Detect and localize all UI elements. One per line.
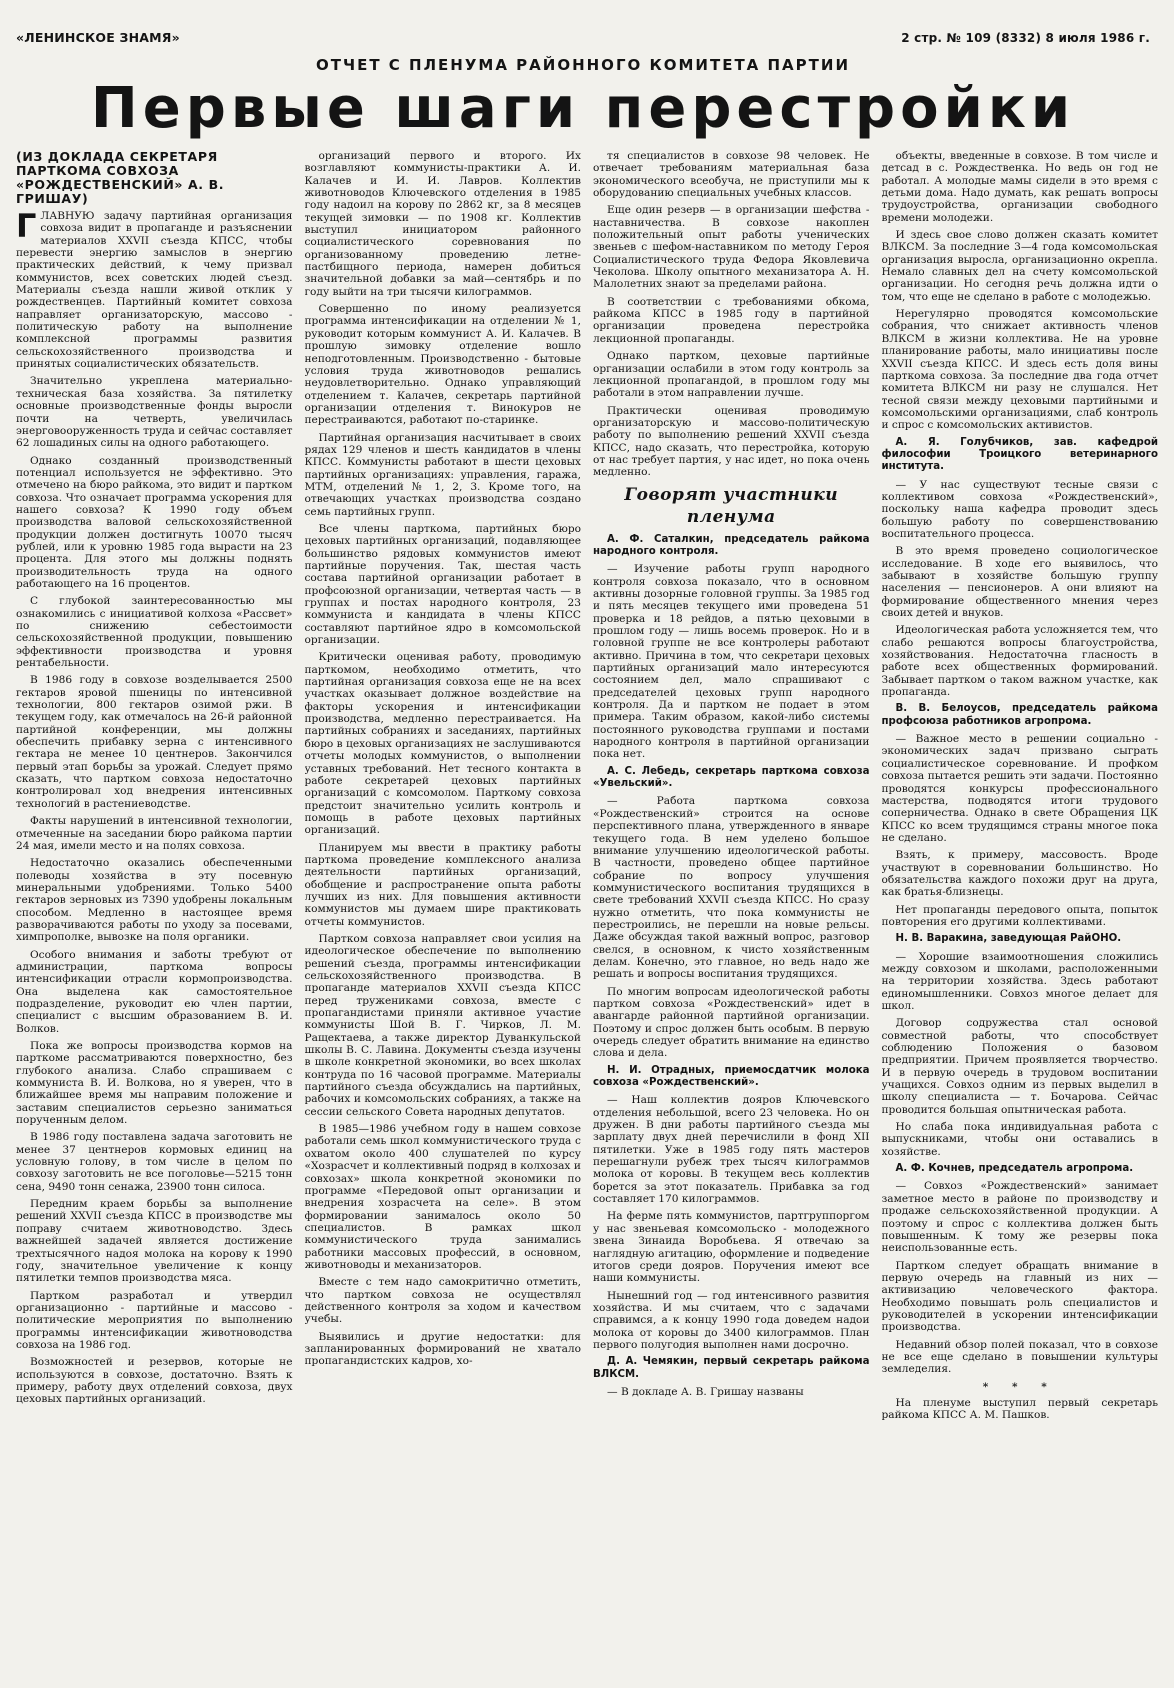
speech-paragraph: — Хорошие взаимоотношения сложились между совхозом и школами, расположенными на территории хозяйства. Здесь работают единомышленники. Совхоз многое делает для школ.: [881, 950, 1158, 1012]
paper-name: «ЛЕНИНСКОЕ ЗНАМЯ»: [16, 30, 180, 45]
speaker-name: А. Ф. Кочнев, председатель агропрома.: [895, 1163, 1134, 1175]
speech-paragraph: — Наш коллектив дояров Ключевского отделения небольшой, всего 23 человека. Но он дружен. В дни работы партийного съезда мы зарплату двух дней перечислили в фонд XII пятилетки. Уже в 1985 году пять мастеров перешагнули рубеж трех тысяч килограммов молока от коровы. В текущем весь коллектив борется за этот показатель. Прибавка за год составляет 170 килограммов.: [593, 1094, 870, 1206]
paragraph: В 1985—1986 учебном году в нашем совхозе работали семь школ коммунистического труда с охватом около 400 слушателей по курсу «Хозрасчет и коллективный подряд в колхозах и совхозах» школа конкретной экономики по программе «Передовой опыт организации и внедрения хозрасчета на селе». В этом формировании занималось около 50 специалистов. В рамках школ коммунистического труда занимались работники массовых профессий, в основном, животноводы и механизаторов.: [304, 1123, 581, 1271]
speaker-name: Н. В. Варакина, заведующая РайОНО.: [895, 933, 1122, 945]
paragraph: Еще один резерв — в организации шефства - наставничества. В совхозе накоплен положительный опыт работы ученических звеньев с шефом-наставником по методу Героя Социалистического труда Федора Яковлевича Чеколова. Школу опытного механизатора А. Н. Малолетних знают за пределами района.: [593, 204, 870, 291]
speech-paragraph: Нет пропаганды передового опыта, попыток повторения его другими коллективами.: [881, 903, 1158, 928]
lead-paragraph: [16, 207, 293, 371]
paragraph: Возможностей и резервов, которые не используются в совхозе, достаточно. Взять к примеру, работу двух отделений совхоза, двух цеховых партийных организаций.: [16, 1356, 293, 1406]
paragraph: Партком совхоза направляет свои усилия на идеологическое обеспечение по выполнению решений съезда, программы интенсификации сельскохозяйственного производства. В пропаганде материалов XXVII съезда КПСС перед тружениками совхоза, вместе с пропагандистами приняли активное участие коммунисты Шой В. Г. Чирков, Л. М. Ращектаева, а также директор Дуванкульской школы В. С. Лавина. Документы съезда изучены в школе конкретной экономики, во всех школах контруда по 16 часовой программе. Материалы партийного съезда обсуждались на партийных, рабочих и комсомольских собраниях, а также на сессии сельского Совета народных депутатов.: [304, 932, 581, 1118]
paragraph: Недостаточно оказались обеспеченными полеводы хозяйства в эту посевную минеральными удобрениями. Только 5400 гектаров зерновых из 7390 удобрены локальным способом. Медленно в настоящее время разворачиваются работы по уходу за посевами, химпрополке, вывозке на поля органики.: [16, 857, 293, 944]
column-3-body: [593, 150, 870, 479]
speech-paragraph: Партком следует обращать внимание в первую очередь на главный из них — активизацию человеческого фактора. Необходимо повышать роль специалистов и руководителей в ускорении интенсификации производства.: [881, 1259, 1158, 1334]
paragraph: тя специалистов в совхозе 98 человек. Не отвечает требованиям материальная база экономического всеобуча, не приступили мы к оборудованию специальных учебных классов.: [593, 150, 870, 200]
paragraph: организаций первого и второго. Их возглавляют коммунисты-практики А. И. Калачев и И. И. Лавров. Коллектив животноводов Ключевского отделения в 1985 году надоил на корову по 2862 кг, за 8 месяцев текущей зимовки — по 1908 кг. Коллектив выступил инициатором районного социалистического соревнования по организованному проведению летне-пастбищного периода, намерен добиться значительной добавки за май—сентябрь и по году выйти на три тысячи килограммов.: [304, 150, 581, 298]
column-3: [593, 150, 870, 1680]
paragraph: Критически оценивая работу, проводимую парткомом, необходимо отметить, что партийная организация совхоза еще не на всех участках оказывает должное воздействие на факторы ускорения и интенсификации производства, медленно перестраивается. На партийных собраниях и заседаниях, партийных бюро в цеховых организациях не заслушиваются отчеты молодых коммунистов, о выполнении уставных требований. Нет тесного контакта в работе секретарей цеховых партийных организаций с комсомолом. Парткому совхоза предстоит значительно усилить контроль и помощь в работе цеховых партийных организаций.: [304, 651, 581, 837]
speech-paragraph: Договор содружества стал основой совместной работы, что способствует соблюдению Положения о базовом предприятии. Причем проявляется творчество. И в первую очередь в трудовом воспитании учащихся. Совхоз одним из первых выделил в школу специалиста — т. Бочарова. Сейчас проводится большая опытническая работа.: [881, 1017, 1158, 1116]
paragraph: В соответствии с требованиями обкома, райкома КПСС в 1985 году в партийной организации проведена перестройка лекционной пропаганды.: [593, 295, 870, 345]
issue-line: 2 стр. № 109 (8332) 8 июля 1986 г.: [901, 31, 1150, 45]
paragraph: В 1986 году поставлена задача заготовить не менее 37 центнеров кормовых единиц на условную голову, в том числе в целом по совхозу заготовить не все поголовье—5215 тонн сена, 9490 тонн сенажа, 23900 тонн силоса.: [16, 1131, 293, 1193]
rubric: ОТЧЕТ С ПЛЕНУМА РАЙОННОГО КОМИТЕТА ПАРТИИ: [316, 56, 850, 74]
speech-paragraph: — Совхоз «Рождественский» занимает заметное место в районе по производству и продаже сельскохозяйственной продукции. А поэтому и спрос с коллектива должен быть повышенным. К тому же резервы пока неиспользованные есть.: [881, 1180, 1158, 1255]
column-1: [16, 150, 293, 1680]
column-4: [882, 150, 1159, 1680]
paragraph: Партийная организация насчитывает в своих рядах 129 членов и шесть кандидатов в члены КПСС. Коммунисты работают в шести цеховых партийных организациях: управления, гаража, МТМ, отделений № 1, 2, 3. Кроме того, на отвечающих участках производства создано семь партийных групп.: [304, 431, 581, 518]
speech-paragraph: — Важное место в решении социально - экономических задач призвано сыграть социалистическое соревнование. И профком совхоза пытается решить эти задачи. Постоянно проводятся конкурсы профессионального мастерства, подводятся итоги трудового соперничества. Однако в свете Обращения ЦК КПСС ко всем трудящимся страны многое пока не сделано.: [881, 733, 1158, 844]
paragraph: В 1986 году в совхозе возделывается 2500 гектаров яровой пшеницы по интенсивной технологии, 800 гектаров озимой ржи. В текущем году, как отмечалось на 26-й районной партийной конференции, мы должны обеспечить прибавку зерна с интенсивного гектара не менее 10 центнеров. Закончился первый этап борьбы за урожай. Следует прямо сказать, что партком совхоза недостаточно контролировал ход внедрения интенсивных технологий в растениеводстве.: [16, 674, 293, 810]
speech-paragraph: — Изучение работы групп народного контроля совхоза показало, что в основном активны дозорные головной группы. За 1985 год и пять месяцев текущего ими проведена 51 проверка и 18 рейдов, а пятью цеховыми в прошлом году — лишь восемь проверок. Но и в головной группе не все контролеры работают активно. Причина в том, что секретари цеховых партийных организаций мало интересуются состоянием дел, мало спрашивают с председателей цеховых групп народного контроля. Да и партком не подает в этом примера. Таким образом, какой-либо системы постоянного руководства группами и постами народного контроля в партийной организации пока нет.: [593, 563, 870, 761]
speech-paragraph: Взять, к примеру, массовость. Вроде участвуют в соревновании большинство. Но обязательства каждого похожи друг на друга, как братья-близнецы.: [881, 849, 1158, 899]
paragraph: Вместе с тем надо самокритично отметить, что партком совхоза не осуществлял действенного контроля за ходом и качеством учебы.: [304, 1276, 581, 1326]
paragraph: Планируем мы ввести в практику работы парткома проведение комплексного анализа деятельности партийных организаций, обобщение и распространение опыта работы лучших из них. Для повышения активности коммунистов мы думаем шире практиковать отчеты коммунистов.: [304, 841, 581, 928]
speech-paragraph: По многим вопросам идеологической работы партком совхоза «Рождественский» идет в авангарде районной партийной организации. Поэтому и спрос должен быть особым. В первую очередь следует обратить внимание на единство слова и дела.: [593, 985, 870, 1060]
paragraph: Нерегулярно проводятся комсомольские собрания, что снижает активность членов ВЛКСМ в жизни коллектива. Не на уровне планирование работы, мало инициативы после XXVII съезда КПСС. И здесь есть доля вины парткома совхоза. За последние два года отчет комитета ВЛКСМ ни разу не слушался. Нет тесной связи между цеховыми партийными и комсомольскими организациями, слаб контроль и спрос с комсомольских активистов.: [881, 308, 1158, 432]
paragraph: объекты, введенные в совхозе. В том числе и детсад в с. Рождественка. Но ведь он год не работал. А молодые мамы сидели в это время с детьми дома. Надо думать, как решать вопросы трудоустройства, организации свободного времени молодежи.: [881, 150, 1158, 224]
speech-paragraph: Недавний обзор полей показал, что в совхозе не все еще сделано в повышении культуры земледелия.: [881, 1338, 1158, 1376]
paragraph: Особого внимания и заботы требуют от администрации, парткома вопросы интенсификации отрасли кормопроизводства. Она выделена как самостоятельное подразделение, руководит ею член партии, специалист с высшим образованием В. И. Волков.: [16, 948, 293, 1035]
masthead: [16, 30, 1150, 50]
lead-text: ЛАВНУЮ задачу партийная организация совхоза видит в пропаганде и разъяснении материалов XXVII съезда КПСС, чтобы перевести энергию замыслов в энергию практических действий, к чему призвал коммунистов, всех советских людей съезд. Материалы съезда нашли живой отклик у рождественцев. Партийный комитет совхоза направляет организаторскую, массово - политическую работу на выполнение комплексной программы развития сельскохозяйственного производства и принятых социалистических обязательств.: [16, 210, 293, 371]
speech-paragraph: — У нас существуют тесные связи с коллективом совхоза «Рождественский», поскольку наша кафедра проводит здесь большую работу по совершенствованию воспитательного процесса.: [881, 478, 1158, 540]
speaker-name: Н. И. Отрадных, приемосдатчик молока совхоза «Рождественский».: [593, 1064, 870, 1089]
paragraph: Совершенно по иному реализуется программа интенсификации на отделении № 1, руководит которым коммунист А. И. Калачев. В прошлую зимовку отделение вошло неподготовленным. Производственно - бытовые условия труда животноводов решались неудовлетворительно. Однако управляющий отделением т. Калачев, секретарь партийной организации отделения т. Винокуров не перестраиваются, работают по-старинке.: [304, 303, 581, 427]
paragraph: И здесь свое слово должен сказать комитет ВЛКСМ. За последние 3—4 года комсомольская организация выросла, организационно окрепла. Немало славных дел на счету комсомольской организации. Но сегодня речь должна идти о том, что еще не сделано в работе с молодежью.: [881, 229, 1158, 303]
paragraph: Пока же вопросы производства кормов на парткоме рассматриваются поверхностно, без глубокого анализа. Слабо спрашиваем с коммуниста В. И. Волкова, но я уверен, что в ближайшее время мы направим положение и заставим специалистов серьезно заниматься порученным делом.: [16, 1040, 293, 1127]
speech-paragraph: На ферме пять коммунистов, партгруппоргом у нас звеньевая комсомольско - молодежного звена Зинаида Воробьева. Я отвечаю за наглядную агитацию, оформление и подведение итогов среди дояров. Поручения имеют все наши коммунисты.: [593, 1210, 870, 1285]
paragraph: Практически оценивая проводимую организаторскую и массово-политическую работу по выполнению решений XXVII съезда КПСС, надо сказать, что перестройка, которую от нас требует партия, у нас идет, но пока очень медленно.: [593, 404, 870, 479]
column-2: [305, 150, 582, 1680]
speeches-title: Говорят участники пленума: [624, 484, 839, 527]
article-columns: [16, 150, 1158, 1680]
column-4-body: [882, 150, 1159, 432]
paragraph: Значительно укреплена материально-техническая база хозяйства. За пятилетку основные производственные фонды выросли почти на четверть, увеличилась энерговооруженность труда и сейчас составляет 62 лошадиных силы на одного работающего.: [16, 375, 293, 450]
speaker-name: Д. А. Чемякин, первый секретарь райкома ВЛКСМ.: [593, 1356, 870, 1380]
dropcap: Г: [16, 207, 37, 245]
speech-paragraph: Нынешний год — год интенсивного развития хозяйства. И мы считаем, что с задачами справимся, а к концу 1990 года доведем надои молока от коровы до 3400 килограммов. План первого полугодия выполнен нами досрочно.: [593, 1289, 870, 1351]
article-subhead: (ИЗ ДОКЛАДА СЕКРЕТАРЯ ПАРТКОМА СОВХОЗА «РОЖДЕСТВЕНСКИЙ» А. В. ГРИШАУ): [16, 150, 225, 206]
speech-paragraph: — В докладе А. В. Гришау названы: [607, 1385, 804, 1398]
speech-paragraph: Идеологическая работа усложняется тем, что слабо решаются вопросы благоустройства, хозяйствования. Недостаточна гласность в работе всех общественных формирований. Забывает партком о таком важном участке, как пропаганда.: [881, 624, 1158, 699]
paragraph: Передним краем борьбы за выполнение решений XXVII съезда КПСС в производстве мы поправу считаем животноводство. Здесь важнейшей задачей является достижение трехтысячного надоя молока на корову к 1990 году, значительное увеличение к концу пятилетки темпов производства мяса.: [16, 1198, 293, 1285]
paragraph: Однако созданный производственный потенциал используется не эффективно. Это отмечено на бюро райкома, это видит и партком совхоза. Что означает программа ускорения для нашего совхоза? К 1990 году объем производства валовой сельскохозяйственной продукции должен достигнуть 10070 тысяч рублей, или к уровню 1985 года вырасти на 23 процента. Для этого мы должны поднять производительность труда на одного работающего на 16 процентов.: [16, 454, 293, 590]
headline: Первые шаги перестройки: [90, 76, 1076, 141]
divider-stars: * * *: [982, 1380, 1057, 1393]
paragraph: Все члены парткома, партийных бюро цеховых партийных организаций, подавляющее большинство рядовых коммунистов имеют партийные поручения. Так, шестая часть состава партийной организации работает в профсоюзной организации, четвертая часть — в группах и постах народного контроля, 23 коммуниста и кандидата в члены КПСС составляют партийное ядро в комсомольской организации.: [304, 522, 581, 647]
paragraph: Выявились и другие недостатки: для запланированных формирований не хватало пропагандистских кадров, хо-: [304, 1330, 581, 1368]
speeches-column-4: [882, 437, 1159, 1376]
speeches-column-3: [593, 534, 870, 1399]
column-1-body: [16, 375, 293, 1405]
speech-paragraph: В это время проведено социологическое исследование. В ходе его выявилось, что забывают в хозяйстве большую группу населения — пенсионеров. А они влияют на формирование общественного мнения через своих детей и внуков.: [881, 545, 1158, 620]
speaker-name: А. Я. Голубчиков, зав. кафедрой философии Троицкого ветеринарного института.: [881, 436, 1158, 473]
speaker-name: А. Ф. Саталкин, председатель райкома народного контроля.: [593, 533, 870, 557]
speaker-name: В. В. Белоусов, председатель райкома профсоюза работников агропрома.: [881, 703, 1158, 727]
closing-note: На пленуме выступил первый секретарь райкома КПСС А. М. Пашков.: [881, 1396, 1158, 1422]
speech-paragraph: Но слаба пока индивидуальная работа с выпускниками, чтобы они оставались в хозяйстве.: [881, 1121, 1158, 1158]
paragraph: Однако партком, цеховые партийные организации ослабили в этом году контроль за лекционной пропагандой, в прошлом году мы работали в этом направлении лучше.: [593, 350, 870, 400]
paragraph: Партком разработал и утвердил организационно - партийные и массово - политические мероприятия по выполнению программы интенсификации животноводства совхоза на 1986 год.: [16, 1289, 293, 1351]
speech-paragraph: — Работа парткома совхоза «Рождественский» строится на основе перспективного плана, утвержденного в январе текущего года. В нем уделено большое внимание улучшению идеологической работы. В частности, проведено общее партийное собрание по вопросу улучшения коммунистического воспитания трудящихся в свете требований XXVII съезда КПСС. Но сразу нужно отметить, что пока коммунисты не перестроились, не перешли на новые рельсы. Даже обсуждая такой важный вопрос, разговор свелся, в основном, к чисто хозяйственным делам. Конечно, это главное, но ведь надо же решать и вопросы воспитания трудящихся.: [593, 795, 870, 981]
paragraph: С глубокой заинтересованностью мы ознакомились с инициативой колхоза «Рассвет» по снижению себестоимости сельскохозяйственной продукции, повышению эффективности производства и уровня рентабельности.: [16, 595, 293, 670]
paragraph: Факты нарушений в интенсивной технологии, отмеченные на заседании бюро райкома партии 24 мая, имели место и на полях совхоза.: [16, 815, 293, 852]
speaker-name: А. С. Лебедь, секретарь парткома совхоза «Увельский».: [593, 765, 870, 790]
